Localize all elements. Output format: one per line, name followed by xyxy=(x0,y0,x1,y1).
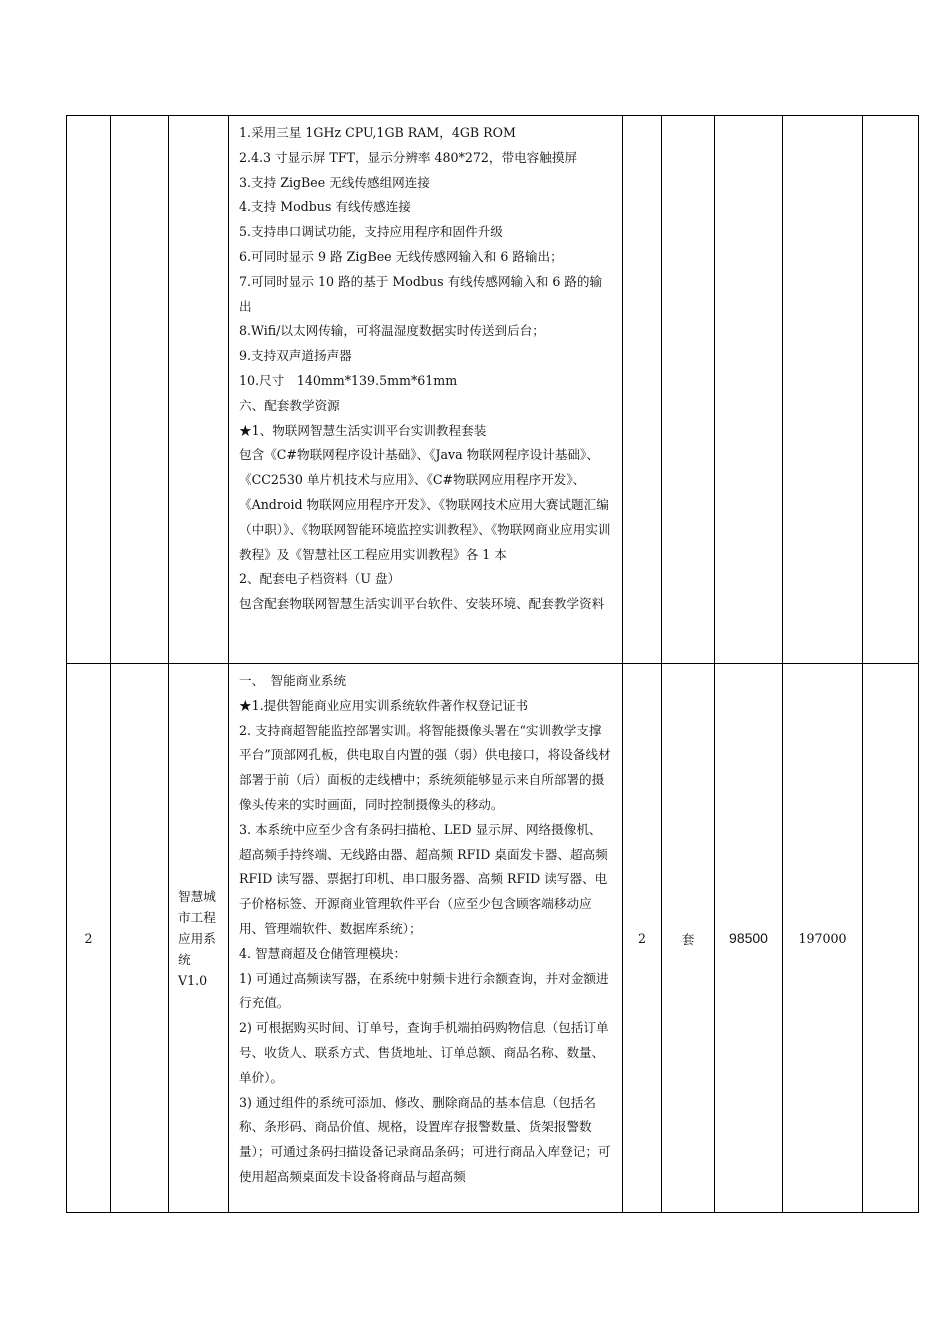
unit-cell xyxy=(662,116,715,664)
spec-line: 5.支持串口调试功能，支持应用程序和固件升级 xyxy=(239,224,503,240)
spec-line: 4.支持 Modbus 有线传感连接 xyxy=(239,199,411,215)
table-row xyxy=(67,116,919,664)
spec-line: 6.可同时显示 9 路 ZigBee 无线传感网输入和 6 路输出； xyxy=(239,248,563,264)
spec-line: 8.Wifi/以太网传输，可将温湿度数据实时传送到后台； xyxy=(239,323,545,339)
spec-line: 六、配套教学资源 xyxy=(239,397,340,413)
spec-line: ★1.提供智能商业应用实训系统软件著作权登记证书 xyxy=(239,697,529,713)
index-cell: 2 xyxy=(67,664,111,1213)
product-name-line: 应用系 xyxy=(178,930,216,946)
unit-price-cell xyxy=(715,116,783,664)
spec-description-cell xyxy=(229,116,623,664)
product-name-line: 市工程 xyxy=(178,909,216,925)
spec-line: 包含《C#物联网程序设计基础》、《Java 物联网程序设计基础》、《CC2530 单片机技术与应用》、《C#物联网应用程序开发》、《Android 物联网应用程序开发》、《物联网技术应用大赛试题汇编（中职）》、《物联网智能环境监控实训教程》、《物联网商业应用实训教程》及《智慧社区工程应用实训教程》各 1 本 xyxy=(239,447,611,562)
spec-line: 2.4.3 寸显示屏 TFT，显示分辨率 480*272，带电容触摸屏 xyxy=(239,149,578,165)
spec-line: 3. 本系统中应至少含有条码扫描枪、LED 显示屏、网络摄像机、超高频手持终端、无线路由器、超高频 RFID 桌面发卡器、超高频 RFID 读写器、票据打印机、串口服务器、高频 RFID 读写器、电子价格标签、开源商业管理软件平台（应至少包含顾客端移动应用、管理端软件、数据库系统）； xyxy=(239,821,608,936)
table-row xyxy=(67,664,919,1213)
spec-line: 3.支持 ZigBee 无线传感组网连接 xyxy=(239,174,430,190)
spec-line: 1.采用三星 1GHz CPU,1GB RAM，4GB ROM xyxy=(239,125,516,140)
spec-line: 2) 可根据购买时间、订单号，查询手机端拍码购物信息（包括订单号、收货人、联系方式、售货地址、订单总额、商品名称、数量、单价）。 xyxy=(239,1020,609,1085)
product-name-line: 智慧城 xyxy=(178,888,216,904)
spec-line: 10.尺寸 140mm*139.5mm*61mm xyxy=(239,372,458,388)
spec-line: 3) 通过组件的系统可添加、修改、删除商品的基本信息（包括名称、条形码、商品价值、规格，设置库存报警数量、货架报警数量）；可通过条码扫描设备记录商品条码；可进行商品入库登记；可使用超高频桌面发卡设备将商品与超高频 xyxy=(239,1094,611,1184)
remark-cell xyxy=(863,664,919,1213)
blank-cell xyxy=(111,116,169,664)
procurement-table xyxy=(66,115,919,1213)
spec-description-cell xyxy=(229,664,623,1213)
spec-line: ★1、物联网智慧生活实训平台实训教程套装 xyxy=(239,422,487,438)
blank-cell xyxy=(111,664,169,1213)
spec-line: 4. 智慧商超及仓储管理模块： xyxy=(239,945,407,961)
spec-line: 2. 支持商超智能监控部署实训。将智能摄像头署在“实训教学支撑平台”顶部网孔板，供电取自内置的强（弱）供电接口，将设备线材部署于前（后）面板的走线槽中；系统须能够显示来自所部署的摄像头传来的实时画面，同时控制摄像头的移动。 xyxy=(239,722,611,812)
total-cell: 197000 xyxy=(783,664,863,1213)
product-name-line: 统 xyxy=(178,951,191,967)
quantity-cell: 2 xyxy=(623,664,662,1213)
product-name-cell xyxy=(169,664,229,1213)
spec-line: 9.支持双声道扬声器 xyxy=(239,348,352,364)
product-name-cell xyxy=(169,116,229,664)
spec-line: 一、 智能商业系统 xyxy=(239,673,347,688)
index-cell xyxy=(67,116,111,664)
spec-line: 2、配套电子档资料（U 盘） xyxy=(239,571,401,587)
product-name-line: V1.0 xyxy=(178,972,208,988)
spec-line: 包含配套物联网智慧生活实训平台软件、安装环境、配套教学资料 xyxy=(239,596,605,612)
total-cell xyxy=(783,116,863,664)
unit-cell: 套 xyxy=(662,664,715,1213)
remark-cell xyxy=(863,116,919,664)
quantity-cell xyxy=(623,116,662,664)
unit-price-cell: 98500 xyxy=(715,664,783,1213)
spec-line: 1) 可通过高频读写器，在系统中射频卡进行余额查询，并对金额进行充值。 xyxy=(239,970,609,1011)
spec-line: 7.可同时显示 10 路的基于 Modbus 有线传感网输入和 6 路的输出 xyxy=(239,273,603,314)
